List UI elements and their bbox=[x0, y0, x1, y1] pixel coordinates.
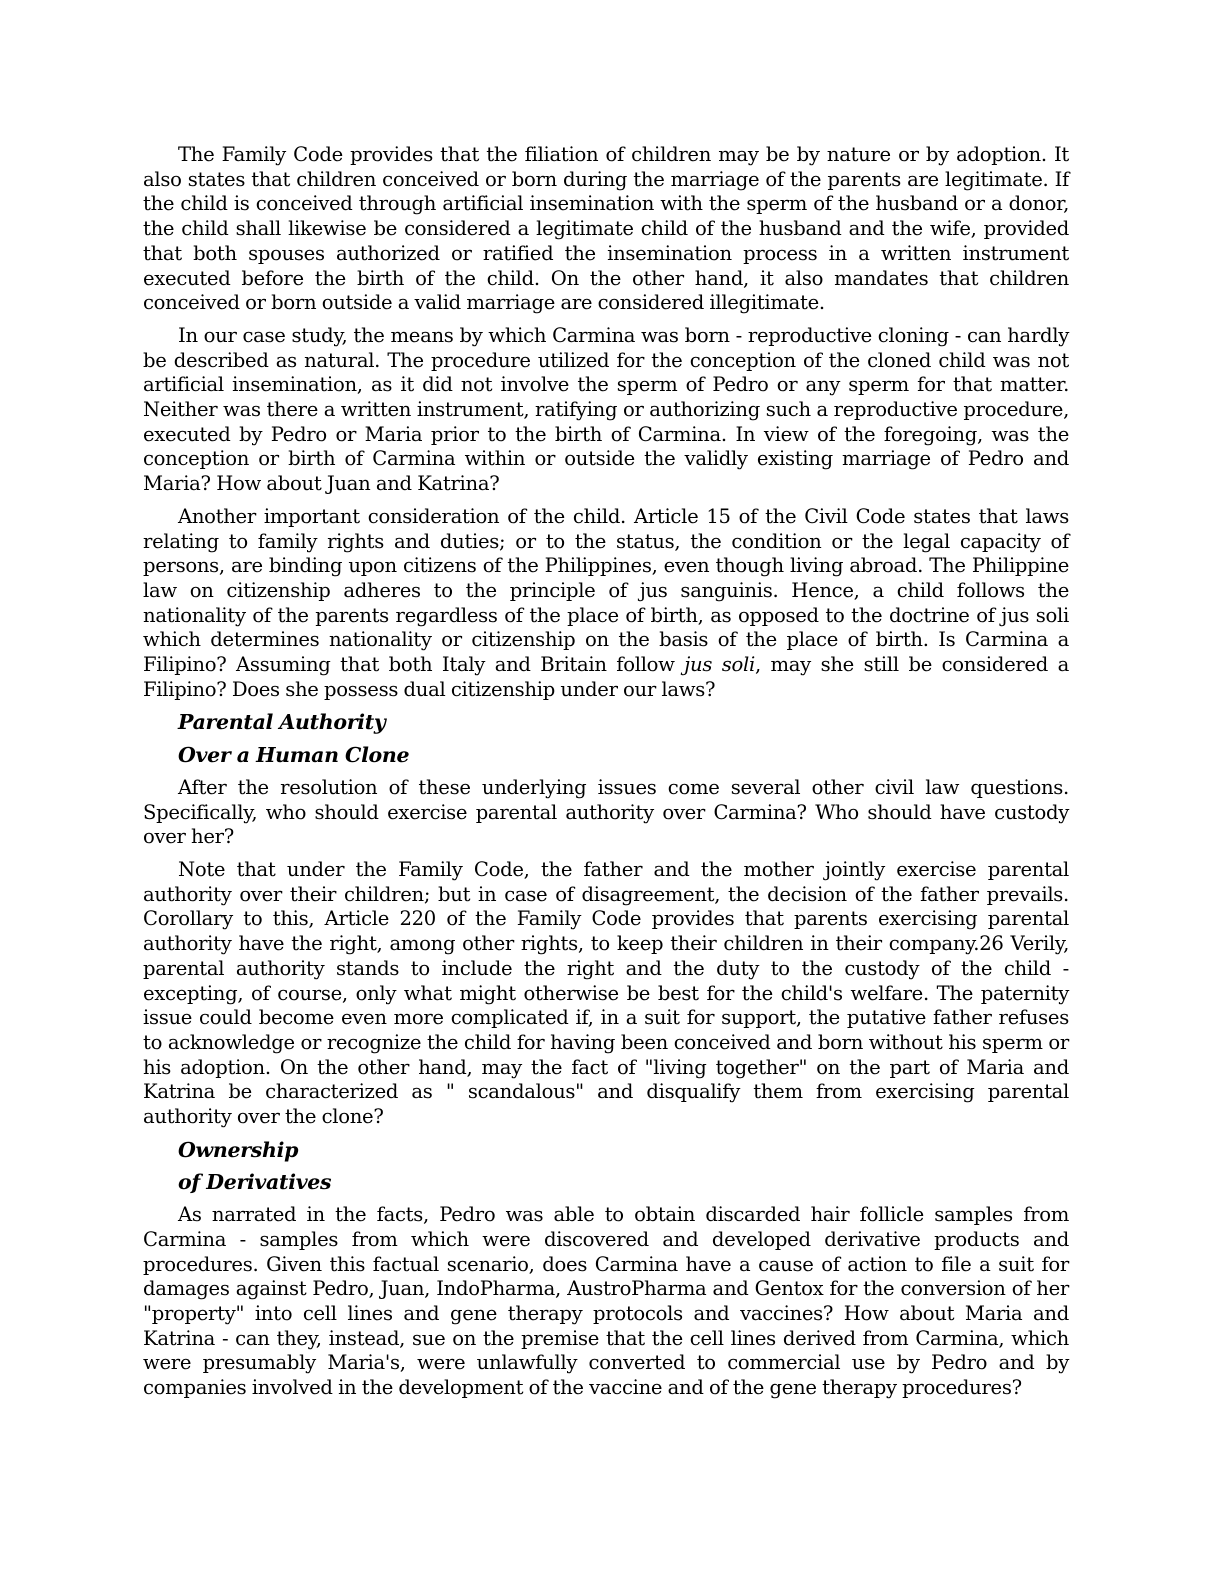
document-page bbox=[143, 143, 1069, 1409]
paragraph-citizenship bbox=[143, 505, 1069, 703]
paragraph-parental-authority: Note that under the Family Code, the father and the mother jointly exercise parental authority over their children; but in case of disagreement, the decision of the father prevails. Corollary to this, Article 220 of the Family Code provides that parents exercising parental authority have the right, among other rights, to keep their children in their company.26 Verily, parental authority stands to include the right and the duty to the custody of the child - excepting, of course, only what might otherwise be best for the child's welfare. The paternity issue could become even more complicated if, in a suit for support, the putative father refuses to acknowledge or recognize the child for having been conceived and born without his sperm or his adoption. On the other hand, may the fact of "living together" on the part of Maria and Katrina be characterized as " scandalous" and disqualify them from exercising parental authority over the clone? bbox=[143, 857, 1069, 1129]
paragraph-case-study: In our case study, the means by which Carmina was born - reproductive cloning - can hardly be described as natural. The procedure utilized for the conception of the cloned child was not artificial insemination, as it did not involve the sperm of Pedro or any sperm for that matter. Neither was there a written instrument, ratifying or authorizing such a reproductive procedure, executed by Pedro or Maria prior to the birth of Carmina. In view of the foregoing, was the conception or birth of Carmina within or outside the validly existing marriage of Pedro and Maria? How about Juan and Katrina? bbox=[143, 323, 1069, 496]
jus-soli-emphasis: jus soli bbox=[684, 653, 755, 677]
heading-ownership: Ownership bbox=[178, 1137, 299, 1162]
paragraph-citizenship-text-a: Another important consideration of the child. Article 15 of the Civil Code states that laws relating to family rights and duties; or to the status, the condition or the legal capacity of persons, are binding upon citizens of the Philippines, even though living abroad. The Philippine law on citizenship adheres to the principle of jus sanguinis. Hence, a child follows the nationality of the parents regardless of the place of birth, as opposed to the doctrine of jus soli which determines nationality or citizenship on the basis of the place of birth. Is Carmina a Filipino? Assuming that both Italy and Britain follow bbox=[143, 504, 1069, 677]
paragraph-citizenship-text-b: , may she still be considered a Filipino? Does she possess dual citizenship under our laws? bbox=[143, 653, 1069, 701]
heading-over-human-clone: Over a Human Clone bbox=[178, 743, 410, 768]
heading-of-derivatives: of Derivatives bbox=[178, 1170, 332, 1195]
paragraph-derivatives: As narrated in the facts, Pedro was able to obtain discarded hair follicle samples from Carmina - samples from which were discovered and developed derivative products and procedures. Given this factual scenario, does Carmina have a cause of action to file a suit for damages against Pedro, Juan, IndoPharma, AustroPharma and Gentox for the conversion of her "property" into cell lines and gene therapy protocols and vaccines? How about Maria and Katrina - can they, instead, sue on the premise that the cell lines derived from Carmina, which were presumably Maria's, were unlawfully converted to commercial use by Pedro and by companies involved in the development of the vaccine and of the gene therapy procedures? bbox=[143, 1203, 1069, 1400]
paragraph-civil-law-questions: After the resolution of these underlying issues come several other civil law questions. Specifically, who should exercise parental authority over Carmina? Who should have custody over her? bbox=[143, 775, 1069, 849]
paragraph-filiation: The Family Code provides that the filiation of children may be by nature or by adoption. It also states that children conceived or born during the marriage of the parents are legitimate. If the child is conceived through artificial insemination with the sperm of the husband or a donor, the child shall likewise be considered a legitimate child of the husband and the wife, provided that both spouses authorized or ratified the insemination process in a written instrument executed before the birth of the child. On the other hand, it also mandates that children conceived or born outside a valid marriage are considered illegitimate. bbox=[143, 143, 1069, 315]
heading-parental-authority: Parental Authority bbox=[178, 710, 386, 735]
